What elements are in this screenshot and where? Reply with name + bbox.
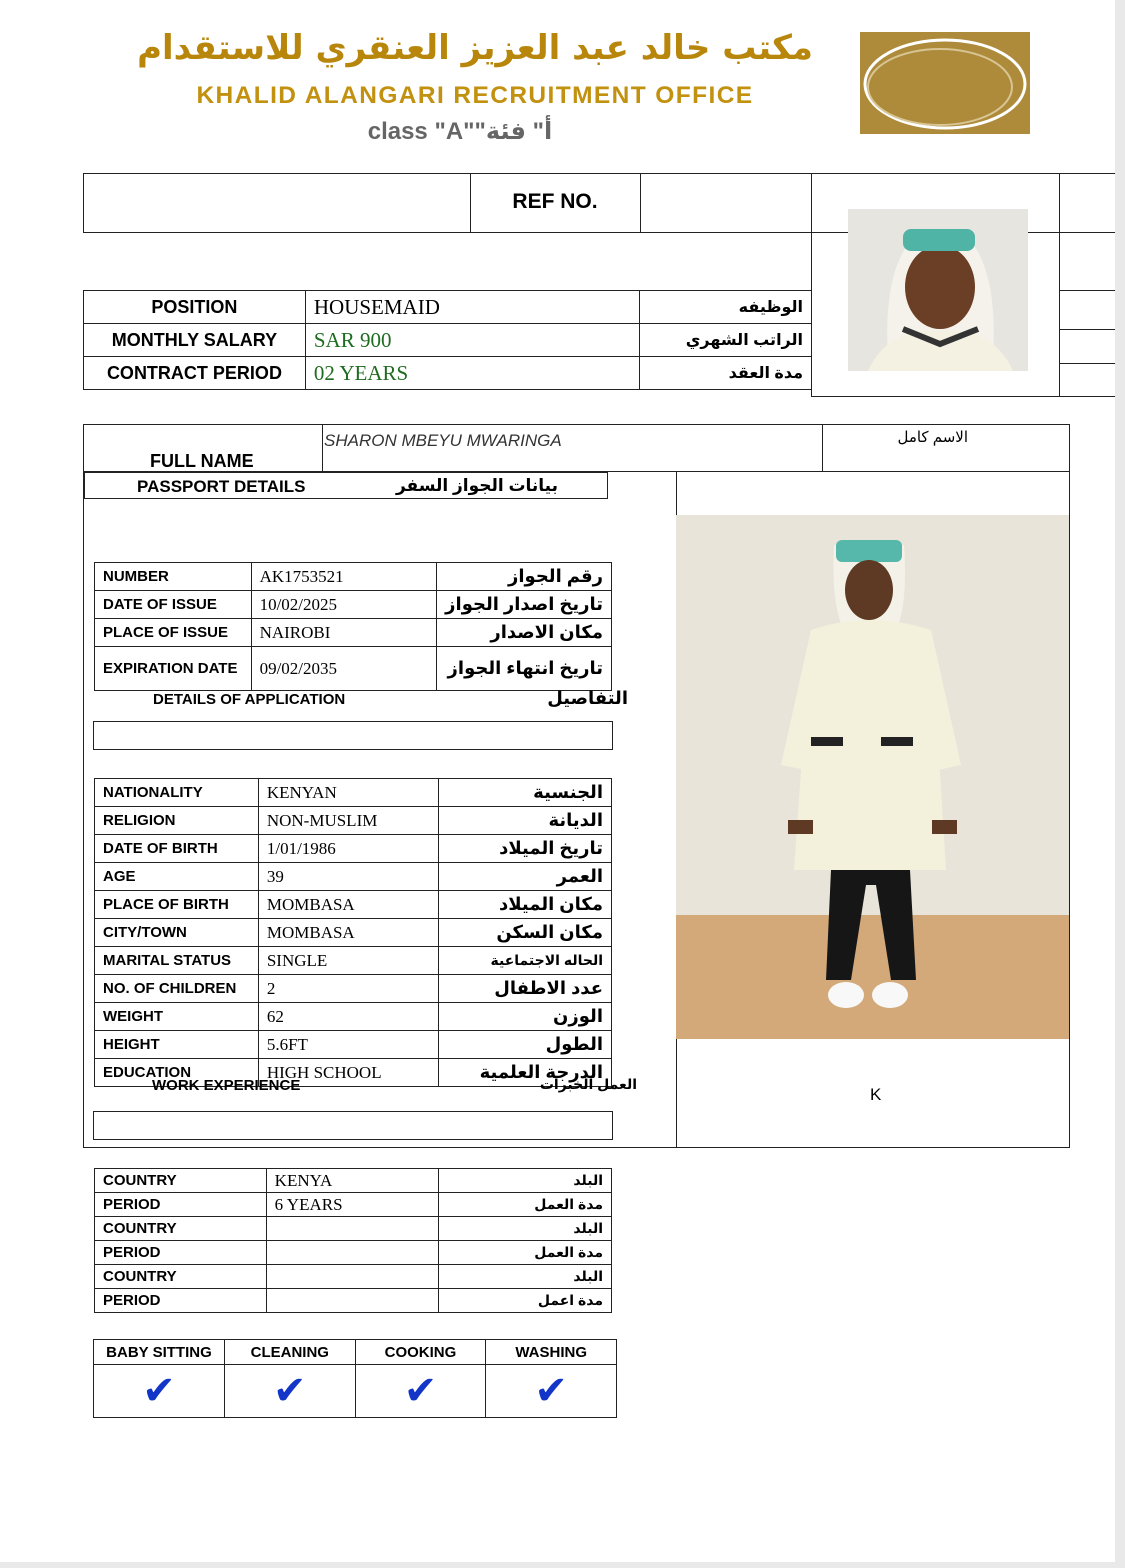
detail-row [95, 891, 612, 919]
experience-row-value [266, 1241, 439, 1265]
skill-label: CLEANING [224, 1340, 355, 1365]
detail-row-label: RELIGION [95, 807, 259, 835]
experience-row-value: KENYA [266, 1169, 439, 1193]
side-rule [1059, 329, 1115, 330]
job-row [84, 324, 812, 357]
experience-row-value [266, 1289, 439, 1313]
experience-row-label: PERIOD [95, 1289, 267, 1313]
passport-row [95, 647, 612, 691]
job-row-arabic: مدة العقد [640, 357, 812, 390]
work-experience-label: WORK EXPERIENCE [152, 1077, 301, 1094]
detail-row-label: PLACE OF BIRTH [95, 891, 259, 919]
job-table [83, 290, 812, 390]
office-english-title: KHALID ALANGARI RECRUITMENT OFFICE [196, 82, 754, 109]
ref-left-border [83, 173, 84, 233]
full-name-divider [822, 424, 823, 472]
experience-row-arabic: مدة العمل [439, 1241, 612, 1265]
skill-check-icon: ✔ [94, 1365, 225, 1418]
detail-row-label: EDUCATION [95, 1059, 259, 1087]
passport-row-value: NAIROBI [251, 619, 437, 647]
job-row-value: SAR 900 [305, 324, 639, 357]
detail-row [95, 975, 612, 1003]
ref-no-label: REF NO. [512, 190, 598, 213]
passport-row [95, 563, 612, 591]
job-row [84, 291, 812, 324]
detail-row-label: HEIGHT [95, 1031, 259, 1059]
office-arabic-title: مكتب خالد عبد العزيز العنقري للاستقدام [137, 28, 813, 68]
skill-check-icon: ✔ [486, 1365, 617, 1418]
experience-row-arabic: البلد [439, 1217, 612, 1241]
detail-row-value: 39 [258, 863, 438, 891]
experience-row-label: PERIOD [95, 1193, 267, 1217]
job-row-arabic: الوظيفه [640, 291, 812, 324]
passport-row-arabic: تاريخ اصدار الجواز [437, 591, 612, 619]
detail-row [95, 919, 612, 947]
detail-row [95, 1003, 612, 1031]
detail-row-value: MOMBASA [258, 891, 438, 919]
detail-row-value: HIGH SCHOOL [258, 1059, 438, 1087]
experience-row-label: COUNTRY [95, 1169, 267, 1193]
job-row-value: 02 YEARS [305, 357, 639, 390]
work-experience-arabic: العمل الخبرات [539, 1076, 637, 1092]
experience-row [95, 1193, 612, 1217]
full-name-value: SHARON MBEYU MWARINGA [324, 431, 562, 450]
detail-row-label: NO. OF CHILDREN [95, 975, 259, 1003]
detail-row-value: KENYAN [258, 779, 438, 807]
passport-row-label: NUMBER [95, 563, 252, 591]
detail-row-arabic: مكان السكن [439, 919, 612, 947]
detail-row [95, 863, 612, 891]
passport-row-value: 10/02/2025 [251, 591, 437, 619]
detail-row-arabic: عدد الاطفال [439, 975, 612, 1003]
application-notes-box [93, 721, 613, 750]
detail-row [95, 947, 612, 975]
portrait-photo [848, 209, 1028, 371]
detail-row-arabic: الوزن [439, 1003, 612, 1031]
detail-row-label: CITY/TOWN [95, 919, 259, 947]
detail-row-arabic: الديانة [439, 807, 612, 835]
job-row-label: MONTHLY SALARY [84, 324, 306, 357]
experience-row [95, 1169, 612, 1193]
skills-table [93, 1339, 617, 1418]
ref-divider [640, 173, 641, 233]
detail-row-value: 5.6FT [258, 1031, 438, 1059]
experience-row [95, 1217, 612, 1241]
office-class-label: class "A""أ" فئة [367, 118, 553, 145]
experience-row-value [266, 1217, 439, 1241]
detail-row [95, 807, 612, 835]
experience-row [95, 1241, 612, 1265]
work-experience-notes-box [93, 1111, 613, 1140]
top-rule [83, 173, 1115, 174]
passport-row-label: PLACE OF ISSUE [95, 619, 252, 647]
detail-row-arabic: الحاله الاجتماعية [439, 947, 612, 975]
job-row [84, 357, 812, 390]
detail-row-arabic: العمر [439, 863, 612, 891]
experience-row-arabic: مدة اعمل [439, 1289, 612, 1313]
detail-row [95, 1031, 612, 1059]
detail-row-label: WEIGHT [95, 1003, 259, 1031]
detail-row-value: SINGLE [258, 947, 438, 975]
job-row-value: HOUSEMAID [305, 291, 639, 324]
detail-row-arabic: مكان الميلاد [439, 891, 612, 919]
passport-row-value: AK1753521 [251, 563, 437, 591]
experience-row-label: COUNTRY [95, 1217, 267, 1241]
job-row-label: CONTRACT PERIOD [84, 357, 306, 390]
detail-row-value: NON-MUSLIM [258, 807, 438, 835]
full-body-photo [676, 515, 1069, 1039]
detail-row-label: MARITAL STATUS [95, 947, 259, 975]
detail-row [95, 835, 612, 863]
experience-row-label: PERIOD [95, 1241, 267, 1265]
passport-row [95, 619, 612, 647]
passport-details-label: PASSPORT DETAILS [137, 477, 306, 496]
details-of-application-arabic: التفاصيل [547, 688, 628, 708]
experience-row-arabic: مدة العمل [439, 1193, 612, 1217]
details-of-application-label: DETAILS OF APPLICATION [153, 691, 346, 708]
skill-check-icon: ✔ [224, 1365, 355, 1418]
experience-row-value: 6 YEARS [266, 1193, 439, 1217]
passport-row-arabic: رقم الجواز [437, 563, 612, 591]
detail-row-value: 1/01/1986 [258, 835, 438, 863]
personal-details-table [94, 778, 612, 1087]
passport-row-label: DATE OF ISSUE [95, 591, 252, 619]
skill-label: BABY SITTING [94, 1340, 225, 1365]
passport-row-arabic: تاريخ انتهاء الجواز [437, 647, 612, 691]
skill-label: COOKING [355, 1340, 486, 1365]
photo-caption: K [870, 1085, 882, 1104]
detail-row-value: MOMBASA [258, 919, 438, 947]
skill-check-icon: ✔ [355, 1365, 486, 1418]
detail-row-arabic: الجنسية [439, 779, 612, 807]
detail-row-value: 62 [258, 1003, 438, 1031]
side-rule [1059, 363, 1115, 364]
experience-row-arabic: البلد [439, 1265, 612, 1289]
skill-label: WASHING [486, 1340, 617, 1365]
experience-row-label: COUNTRY [95, 1265, 267, 1289]
passport-details-arabic: بيانات الجواز السفر [395, 476, 558, 495]
passport-row-value: 09/02/2035 [251, 647, 437, 691]
detail-row-label: NATIONALITY [95, 779, 259, 807]
office-logo [860, 32, 1030, 134]
work-experience-table [94, 1168, 612, 1313]
job-row-label: POSITION [84, 291, 306, 324]
photo-frame-bottom [811, 396, 1115, 397]
side-rule [1059, 290, 1115, 291]
detail-row-arabic: تاريخ الميلاد [439, 835, 612, 863]
detail-row-value: 2 [258, 975, 438, 1003]
job-row-arabic: الراتب الشهري [640, 324, 812, 357]
passport-row-label: EXPIRATION DATE [95, 647, 252, 691]
passport-row [95, 591, 612, 619]
passport-row-arabic: مكان الاصدار [437, 619, 612, 647]
passport-table [94, 562, 612, 691]
detail-row-arabic: الدرجة العلمية [439, 1059, 612, 1087]
detail-row-label: AGE [95, 863, 259, 891]
detail-row-arabic: الطول [439, 1031, 612, 1059]
experience-row-arabic: البلد [439, 1169, 612, 1193]
detail-row-label: DATE OF BIRTH [95, 835, 259, 863]
experience-row-value [266, 1265, 439, 1289]
full-name-label: FULL NAME [150, 451, 254, 471]
full-name-arabic-label: الاسم كامل [897, 429, 968, 446]
experience-row [95, 1265, 612, 1289]
detail-row [95, 779, 612, 807]
experience-row [95, 1289, 612, 1313]
